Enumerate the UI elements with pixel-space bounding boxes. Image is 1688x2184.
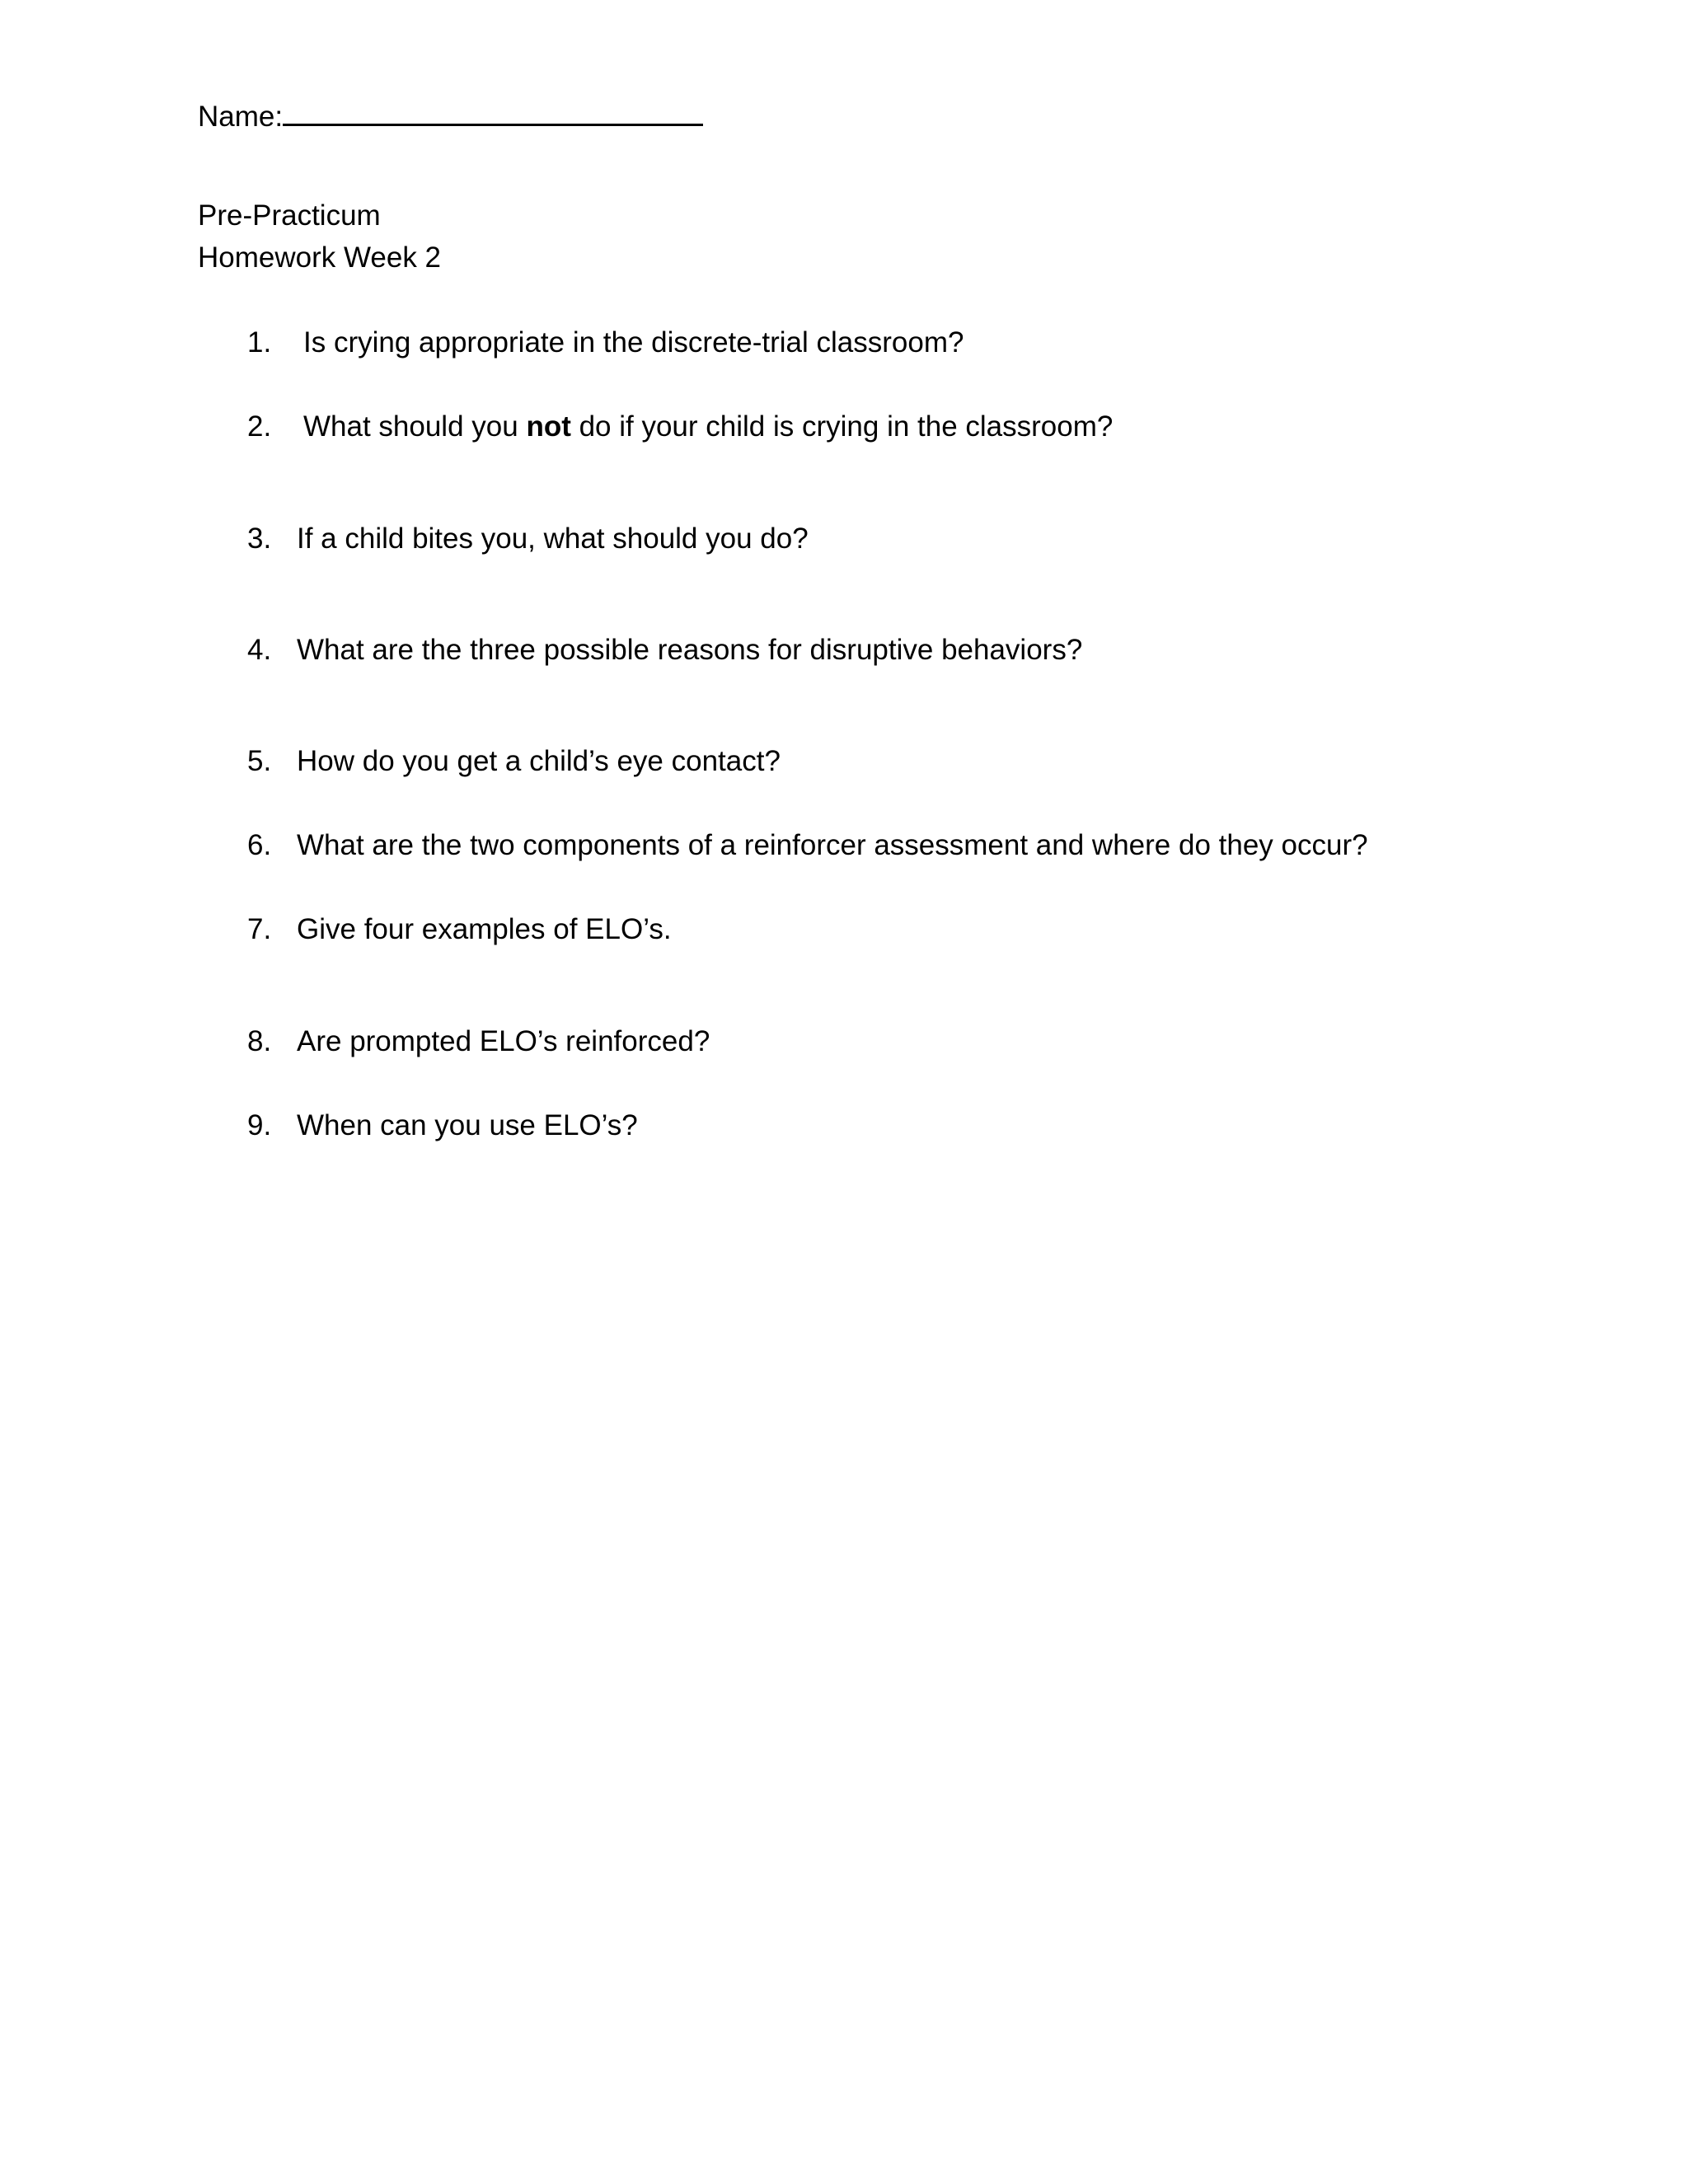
question-6 bbox=[247, 827, 1368, 864]
question-3 bbox=[247, 521, 809, 557]
question-text: Are prompted ELO’s reinforced? bbox=[297, 1025, 710, 1057]
question-text: When can you use ELO’s? bbox=[297, 1109, 638, 1141]
question-2 bbox=[247, 409, 1113, 445]
question-4 bbox=[247, 632, 1082, 668]
question-number: 3. bbox=[247, 523, 272, 555]
course-title: Pre-Practicum bbox=[198, 199, 381, 232]
question-number: 2. bbox=[247, 410, 272, 443]
question-number: 7. bbox=[247, 913, 272, 945]
question-8 bbox=[247, 1024, 710, 1060]
question-9 bbox=[247, 1108, 638, 1144]
question-text: If a child bites you, what should you do? bbox=[297, 523, 809, 555]
question-text-after: do if your child is crying in the classroom? bbox=[570, 410, 1114, 443]
question-text: Give four examples of ELO’s. bbox=[297, 913, 672, 945]
question-5 bbox=[247, 743, 781, 780]
name-label: Name: bbox=[198, 101, 284, 133]
assignment-title: Homework Week 2 bbox=[198, 241, 442, 274]
question-text: Is crying appropriate in the discrete-trial classroom? bbox=[303, 326, 964, 359]
question-number: 8. bbox=[247, 1025, 272, 1057]
question-text: What are the two components of a reinforcer assessment and where do they occur? bbox=[297, 829, 1368, 861]
question-number: 5. bbox=[247, 745, 272, 777]
question-1 bbox=[247, 325, 964, 361]
question-text bbox=[303, 409, 1113, 445]
question-number: 4. bbox=[247, 634, 272, 666]
name-blank bbox=[283, 99, 703, 126]
question-number: 6. bbox=[247, 829, 272, 861]
question-text-before: What should you bbox=[303, 410, 527, 443]
question-text-emphasis: not bbox=[526, 410, 571, 443]
question-number: 9. bbox=[247, 1109, 272, 1141]
question-text: How do you get a child’s eye contact? bbox=[297, 745, 781, 777]
name-line bbox=[198, 99, 703, 135]
question-7 bbox=[247, 912, 672, 948]
question-text: What are the three possible reasons for disruptive behaviors? bbox=[297, 634, 1083, 666]
question-number: 1. bbox=[247, 326, 272, 359]
